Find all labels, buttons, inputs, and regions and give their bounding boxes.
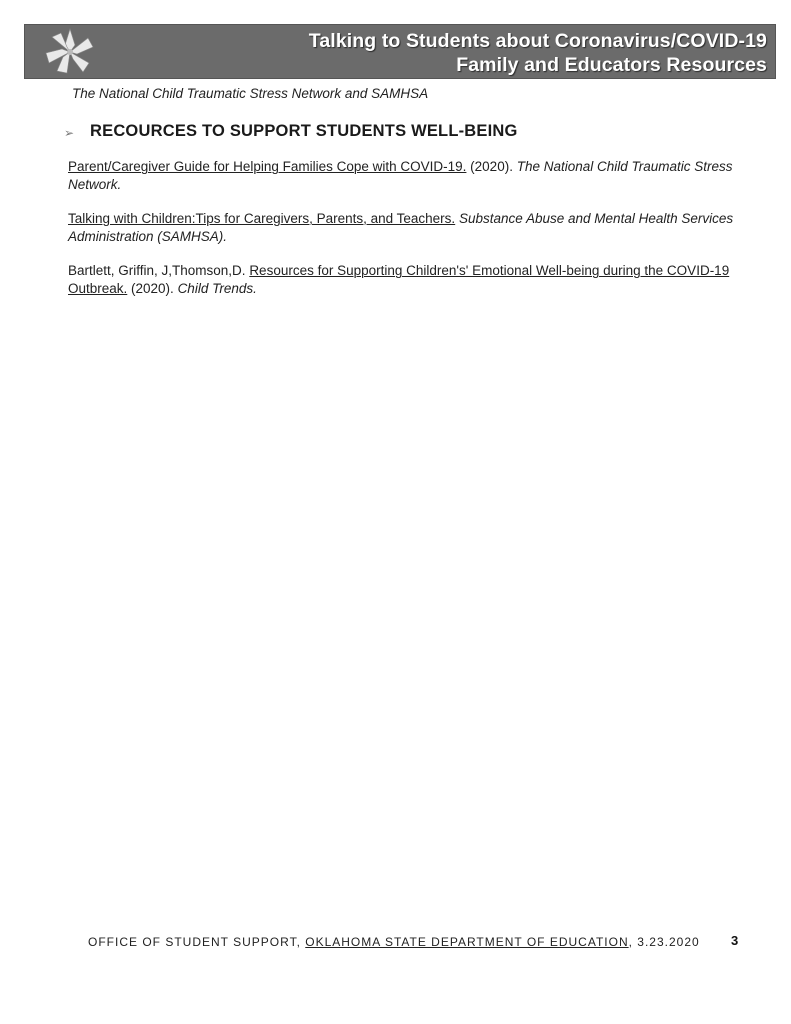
reference-source: The National Child Traumatic Stress Network.: [68, 159, 733, 192]
page-number: 3: [731, 933, 739, 948]
reference-source: Child Trends.: [177, 281, 257, 296]
reference-item: [68, 158, 738, 194]
star-logo-icon: [37, 25, 103, 80]
header-band: [24, 24, 776, 79]
reference-item: [68, 210, 738, 246]
reference-source: Substance Abuse and Mental Health Services Administration (SAMHSA).: [68, 211, 734, 244]
reference-link[interactable]: Talking with Children:Tips for Caregivers, Parents, and Teachers.: [68, 211, 456, 226]
reference-year: (2020).: [466, 159, 517, 174]
reference-year: (2020).: [127, 281, 178, 296]
reference-link[interactable]: Parent/Caregiver Guide for Helping Families Cope with COVID-19.: [68, 159, 467, 174]
footer-date: , 3.23.2020: [628, 935, 700, 949]
reference-link[interactable]: Resources for Supporting Children's' Emotional Well-being during the COVID-19 Outbreak.: [68, 263, 730, 296]
footer: [88, 935, 700, 949]
reference-authors: Bartlett, Griffin, J,Thomson,D.: [68, 263, 250, 278]
footer-office: OFFICE OF STUDENT SUPPORT,: [88, 935, 306, 949]
arrow-bullet-icon: ➢: [64, 126, 75, 140]
header-title-line1: Talking to Students about Coronavirus/COVID-19: [308, 30, 767, 52]
footer-department: OKLAHOMA STATE DEPARTMENT OF EDUCATION: [305, 935, 629, 949]
section-heading: [64, 122, 518, 141]
source-line: The National Child Traumatic Stress Network and SAMHSA: [72, 86, 429, 101]
header-title-line2: Family and Educators Resources: [456, 54, 767, 76]
reference-item: [68, 262, 738, 298]
section-heading-text: RECOURCES TO SUPPORT STUDENTS WELL-BEING: [90, 122, 518, 140]
header-title: [309, 29, 767, 77]
